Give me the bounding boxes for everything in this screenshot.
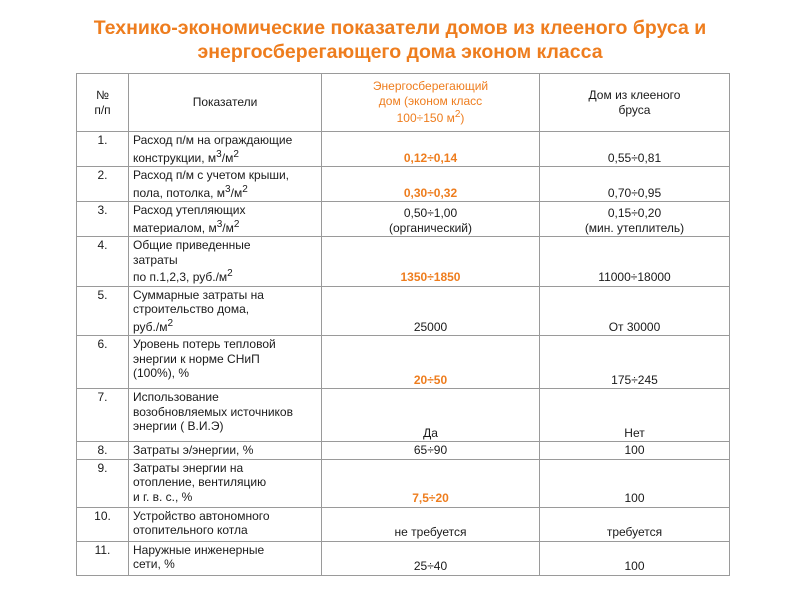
table-row xyxy=(77,459,730,507)
row-indicator: Общие приведенные затраты по п.1,2,3, $руб./м^2$ xyxy=(129,237,322,287)
table-row xyxy=(77,167,730,202)
table-row xyxy=(77,132,730,167)
energy-saving-value: 25÷40 xyxy=(322,541,540,575)
header-glued-timber-house: Дом из клееного бруса xyxy=(540,74,730,132)
glued-timber-value: 175÷245 xyxy=(540,336,730,389)
page-title-line-1: Технико-экономические показатели домов из клееного бруса и xyxy=(93,17,707,39)
table-body xyxy=(77,132,730,576)
energy-saving-value: 25000 xyxy=(322,286,540,336)
indicators-table xyxy=(76,73,730,576)
glued-timber-value: 0,15÷0,20 (мин. утеплитель) xyxy=(540,202,730,237)
table-row xyxy=(77,286,730,336)
table-row xyxy=(77,541,730,575)
table-row xyxy=(77,202,730,237)
row-indicator: Использование возобновляемых источников энергии ( В.И.Э) xyxy=(129,389,322,442)
glued-timber-value: 100 xyxy=(540,541,730,575)
energy-saving-value: 7,5÷20 xyxy=(322,459,540,507)
table-row xyxy=(77,507,730,541)
row-indicator: Расход п/м на ограждающие конструкции, $м^3/м^2$ xyxy=(129,132,322,167)
glued-timber-value: 100 xyxy=(540,442,730,460)
glued-timber-value: требуется xyxy=(540,507,730,541)
row-number: 3. xyxy=(77,202,129,237)
glued-timber-value: 11000÷18000 xyxy=(540,237,730,287)
row-indicator: Затраты энергии на отопление, вентиляцию и г. в. с., % xyxy=(129,459,322,507)
table-header-row xyxy=(77,74,730,132)
row-number: 6. xyxy=(77,336,129,389)
row-indicator: Суммарные затраты на строительство дома, $руб./м^2$ xyxy=(129,286,322,336)
energy-saving-value: Да xyxy=(322,389,540,442)
energy-saving-value: не требуется xyxy=(322,507,540,541)
glued-timber-value: Нет xyxy=(540,389,730,442)
row-number: 10. xyxy=(77,507,129,541)
header-indicators: Показатели xyxy=(129,74,322,132)
row-number: 9. xyxy=(77,459,129,507)
row-number: 11. xyxy=(77,541,129,575)
header-number: № п/п xyxy=(77,74,129,132)
page-title-line-2: энергосберегающего дома эконом класса xyxy=(197,41,603,63)
table-row xyxy=(77,237,730,287)
row-indicator: Затраты э/энергии, % xyxy=(129,442,322,460)
row-indicator: Расход утепляющих материалом, $м^3/м^2$ xyxy=(129,202,322,237)
row-number: 2. xyxy=(77,167,129,202)
table-row xyxy=(77,336,730,389)
energy-saving-value: 0,50÷1,00 (органический) xyxy=(322,202,540,237)
row-indicator: Уровень потерь тепловой энергии к норме СНиП (100%), % xyxy=(129,336,322,389)
energy-saving-value: 0,12÷0,14 xyxy=(322,132,540,167)
page-title xyxy=(0,16,800,64)
row-number: 7. xyxy=(77,389,129,442)
row-number: 5. xyxy=(77,286,129,336)
row-indicator: Расход п/м с учетом крыши, пола, потолка, $м^3/м^2$ xyxy=(129,167,322,202)
row-number: 4. xyxy=(77,237,129,287)
row-indicator: Наружные инженерные сети, % xyxy=(129,541,322,575)
energy-saving-value: 0,30÷0,32 xyxy=(322,167,540,202)
table-row xyxy=(77,389,730,442)
table-row xyxy=(77,442,730,460)
row-number: 8. xyxy=(77,442,129,460)
energy-saving-value: 20÷50 xyxy=(322,336,540,389)
glued-timber-value: 100 xyxy=(540,459,730,507)
row-indicator: Устройство автономного отопительного котла xyxy=(129,507,322,541)
glued-timber-value: От 30000 xyxy=(540,286,730,336)
glued-timber-value: 0,70÷0,95 xyxy=(540,167,730,202)
energy-saving-value: 65÷90 xyxy=(322,442,540,460)
glued-timber-value: 0,55÷0,81 xyxy=(540,132,730,167)
header-energy-saving-house: Энергосберегающий дом (эконом класс 100÷150 $м^2$) xyxy=(322,74,540,132)
row-number: 1. xyxy=(77,132,129,167)
energy-saving-value: 1350÷1850 xyxy=(322,237,540,287)
